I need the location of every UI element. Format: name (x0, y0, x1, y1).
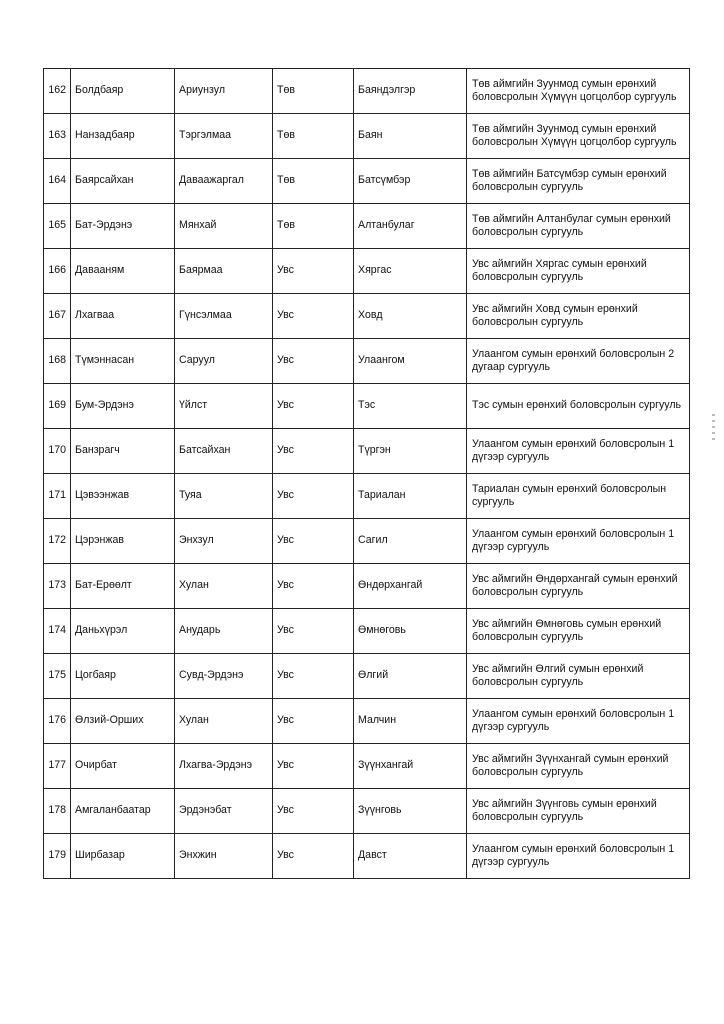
row-number: 167 (44, 294, 71, 339)
first-name-cell: Батсайхан (175, 429, 273, 474)
table-row (44, 294, 690, 339)
aimag-cell: Увс (273, 429, 354, 474)
last-name-cell: Очирбат (71, 744, 175, 789)
first-name-cell: Энхжин (175, 834, 273, 879)
row-number: 178 (44, 789, 71, 834)
last-name-cell: Даньхүрэл (71, 609, 175, 654)
row-number: 162 (44, 69, 71, 114)
table-row (44, 699, 690, 744)
last-name-cell: Амгаланбаатар (71, 789, 175, 834)
first-name-cell: Ариунзул (175, 69, 273, 114)
last-name-cell: Цогбаяр (71, 654, 175, 699)
aimag-cell: Увс (273, 474, 354, 519)
aimag-cell: Увс (273, 834, 354, 879)
last-name-cell: Өлзий-Орших (71, 699, 175, 744)
sum-cell: Зүүнговь (354, 789, 467, 834)
aimag-cell: Увс (273, 609, 354, 654)
last-name-cell: Давааням (71, 249, 175, 294)
sum-cell: Өмнөговь (354, 609, 467, 654)
first-name-cell: Сувд-Эрдэнэ (175, 654, 273, 699)
first-name-cell: Баярмаа (175, 249, 273, 294)
row-number: 175 (44, 654, 71, 699)
last-name-cell: Бум-Эрдэнэ (71, 384, 175, 429)
aimag-cell: Увс (273, 654, 354, 699)
last-name-cell: Болдбаяр (71, 69, 175, 114)
sum-cell: Тэс (354, 384, 467, 429)
table-row (44, 789, 690, 834)
sum-cell: Зүүнхангай (354, 744, 467, 789)
first-name-cell: Энхзул (175, 519, 273, 564)
last-name-cell: Ширбазар (71, 834, 175, 879)
first-name-cell: Тэргэлмаа (175, 114, 273, 159)
participant-table (43, 68, 690, 879)
row-number: 174 (44, 609, 71, 654)
sum-cell: Малчин (354, 699, 467, 744)
sum-cell: Батсүмбэр (354, 159, 467, 204)
scan-margin-mark (712, 414, 715, 444)
first-name-cell: Хулан (175, 564, 273, 609)
last-name-cell: Лхагваа (71, 294, 175, 339)
aimag-cell: Төв (273, 69, 354, 114)
school-cell: Увс аймгийн Өмнөговь сумын ерөнхий боловсролын сургууль (467, 609, 690, 654)
row-number: 166 (44, 249, 71, 294)
sum-cell: Баяндэлгэр (354, 69, 467, 114)
table-row (44, 519, 690, 564)
aimag-cell: Увс (273, 744, 354, 789)
first-name-cell: Лхагва-Эрдэнэ (175, 744, 273, 789)
sum-cell: Өндөрхангай (354, 564, 467, 609)
school-cell: Увс аймгийн Өндөрхангай сумын ерөнхий боловсролын сургууль (467, 564, 690, 609)
row-number: 177 (44, 744, 71, 789)
row-number: 179 (44, 834, 71, 879)
row-number: 173 (44, 564, 71, 609)
table-row (44, 384, 690, 429)
aimag-cell: Увс (273, 384, 354, 429)
sum-cell: Тариалан (354, 474, 467, 519)
aimag-cell: Увс (273, 339, 354, 384)
table-row (44, 204, 690, 249)
last-name-cell: Түмэннасан (71, 339, 175, 384)
table-row (44, 339, 690, 384)
school-cell: Тариалан сумын ерөнхий боловсролын сургууль (467, 474, 690, 519)
row-number: 169 (44, 384, 71, 429)
school-cell: Увс аймгийн Хяргас сумын ерөнхий боловсролын сургууль (467, 249, 690, 294)
sum-cell: Сагил (354, 519, 467, 564)
table-row (44, 474, 690, 519)
aimag-cell: Төв (273, 114, 354, 159)
first-name-cell: Үйлст (175, 384, 273, 429)
aimag-cell: Увс (273, 699, 354, 744)
first-name-cell: Анударь (175, 609, 273, 654)
table-row (44, 249, 690, 294)
row-number: 170 (44, 429, 71, 474)
table-row (44, 744, 690, 789)
table-row (44, 654, 690, 699)
table-row (44, 429, 690, 474)
aimag-cell: Төв (273, 159, 354, 204)
sum-cell: Давст (354, 834, 467, 879)
sum-cell: Өлгий (354, 654, 467, 699)
aimag-cell: Увс (273, 519, 354, 564)
school-cell: Төв аймгийн Зуунмод сумын ерөнхий боловсролын Хүмүүн цогцолбор сургууль (467, 114, 690, 159)
last-name-cell: Нанзадбаяр (71, 114, 175, 159)
sum-cell: Ховд (354, 294, 467, 339)
sum-cell: Хяргас (354, 249, 467, 294)
school-cell: Увс аймгийн Зүүнговь сумын ерөнхий боловсролын сургууль (467, 789, 690, 834)
row-number: 172 (44, 519, 71, 564)
last-name-cell: Бат-Эрдэнэ (71, 204, 175, 249)
aimag-cell: Увс (273, 294, 354, 339)
row-number: 163 (44, 114, 71, 159)
school-cell: Тэс сумын ерөнхий боловсролын сургууль (467, 384, 690, 429)
aimag-cell: Төв (273, 204, 354, 249)
school-cell: Төв аймгийн Алтанбулаг сумын ерөнхий боловсролын сургууль (467, 204, 690, 249)
table-row (44, 159, 690, 204)
table-row (44, 609, 690, 654)
last-name-cell: Баярсайхан (71, 159, 175, 204)
table-body (44, 69, 690, 879)
sum-cell: Түргэн (354, 429, 467, 474)
school-cell: Улаангом сумын ерөнхий боловсролын 1 дүгээр сургууль (467, 519, 690, 564)
first-name-cell: Гүнсэлмаа (175, 294, 273, 339)
last-name-cell: Цэвээнжав (71, 474, 175, 519)
first-name-cell: Туяа (175, 474, 273, 519)
first-name-cell: Даваажаргал (175, 159, 273, 204)
aimag-cell: Увс (273, 249, 354, 294)
school-cell: Улаангом сумын ерөнхий боловсролын 1 дүгээр сургууль (467, 699, 690, 744)
table-row (44, 834, 690, 879)
row-number: 168 (44, 339, 71, 384)
first-name-cell: Саруул (175, 339, 273, 384)
aimag-cell: Увс (273, 564, 354, 609)
first-name-cell: Мянхай (175, 204, 273, 249)
school-cell: Төв аймгийн Зуунмод сумын ерөнхий боловсролын Хүмүүн цогцолбор сургууль (467, 69, 690, 114)
last-name-cell: Банзрагч (71, 429, 175, 474)
sum-cell: Алтанбулаг (354, 204, 467, 249)
table-row (44, 114, 690, 159)
sum-cell: Улаангом (354, 339, 467, 384)
row-number: 165 (44, 204, 71, 249)
row-number: 176 (44, 699, 71, 744)
school-cell: Улаангом сумын ерөнхий боловсролын 2 дугаар сургууль (467, 339, 690, 384)
last-name-cell: Цэрэнжав (71, 519, 175, 564)
table-row (44, 564, 690, 609)
table-row (44, 69, 690, 114)
school-cell: Увс аймгийн Өлгий сумын ерөнхий боловсролын сургууль (467, 654, 690, 699)
school-cell: Увс аймгийн Зүүнхангай сумын ерөнхий боловсролын сургууль (467, 744, 690, 789)
first-name-cell: Хулан (175, 699, 273, 744)
last-name-cell: Бат-Ерөөлт (71, 564, 175, 609)
school-cell: Төв аймгийн Батсүмбэр сумын ерөнхий боловсролын сургууль (467, 159, 690, 204)
school-cell: Улаангом сумын ерөнхий боловсролын 1 дүгээр сургууль (467, 429, 690, 474)
first-name-cell: Эрдэнэбат (175, 789, 273, 834)
row-number: 171 (44, 474, 71, 519)
aimag-cell: Увс (273, 789, 354, 834)
school-cell: Увс аймгийн Ховд сумын ерөнхий боловсролын сургууль (467, 294, 690, 339)
sum-cell: Баян (354, 114, 467, 159)
row-number: 164 (44, 159, 71, 204)
school-cell: Улаангом сумын ерөнхий боловсролын 1 дүгээр сургууль (467, 834, 690, 879)
